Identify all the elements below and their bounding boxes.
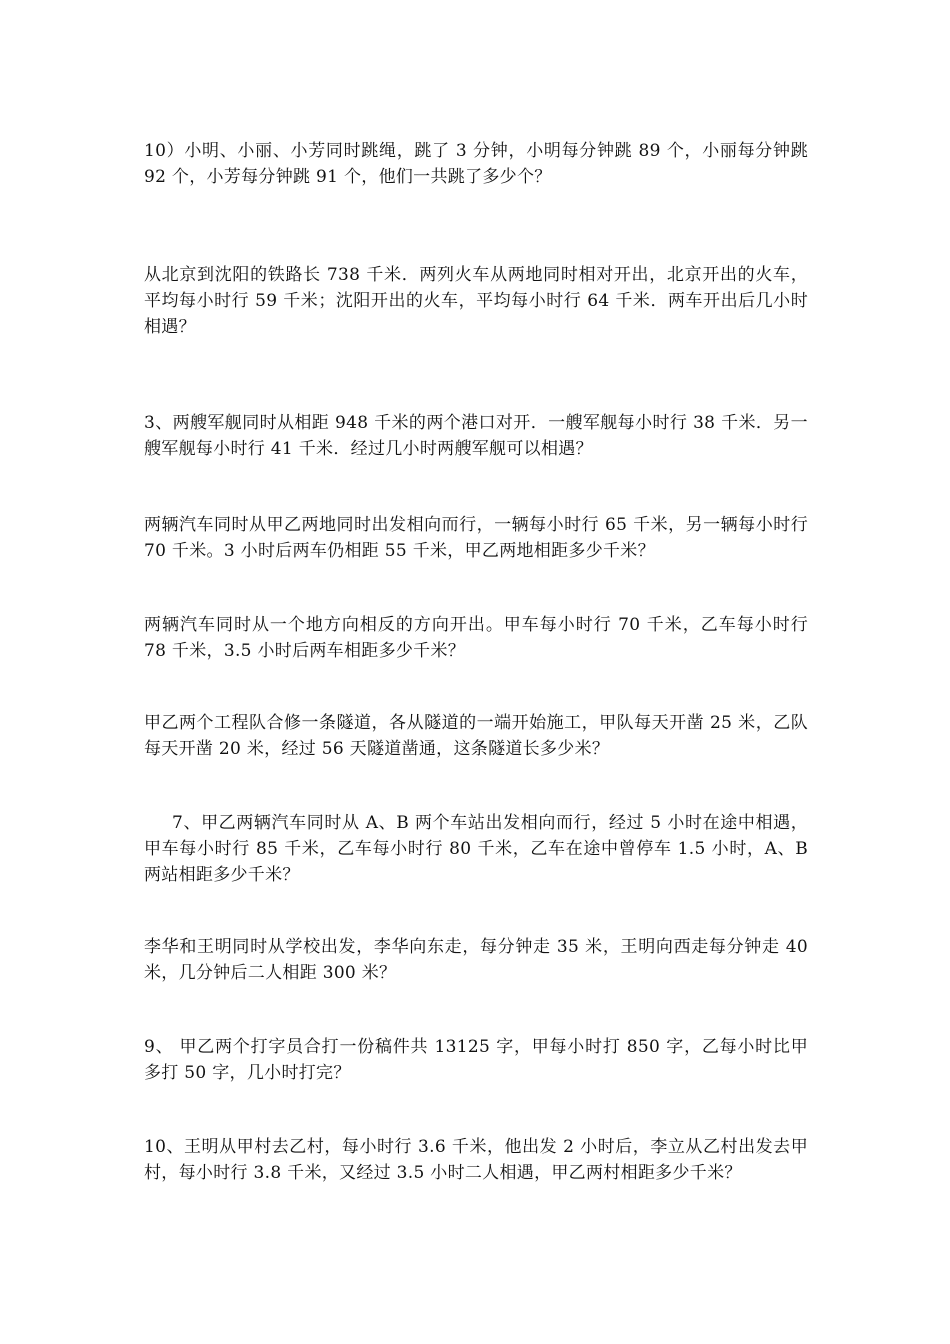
problem-two-cars-towards: 两辆汽车同时从甲乙两地同时出发相向而行，一辆每小时行 65 千米，另一辆每小时行 70 千米。3 小时后两车仍相距 55 千米，甲乙两地相距多少千米？: [144, 515, 808, 561]
problem-tunnel: 甲乙两个工程队合修一条隧道，各从隧道的一端开始施工，甲队每天开凿 25 米，乙队每天开凿 20 米，经过 56 天隧道凿通，这条隧道长多少米？: [144, 713, 808, 759]
problem-warships: 3、两艘军舰同时从相距 948 千米的两个港口对开．一艘军舰每小时行 38 千米．另一艘军舰每小时行 41 千米．经过几小时两艘军舰可以相遇？: [144, 413, 808, 459]
problem-two-stations: 7、甲乙两辆汽车同时从 A、B 两个车站出发相向而行，经过 5 小时在途中相遇，甲车每小时行 85 千米，乙车每小时行 80 千米，乙车在途中曾停车 1.5 小时，A、B 两站相距多少千米？: [144, 813, 808, 885]
problem-typists: 9、 甲乙两个打字员合打一份稿件共 13125 字，甲每小时打 850 字，乙每小时比甲多打 50 字，几小时打完？: [144, 1037, 808, 1083]
problem-villages: 10、王明从甲村去乙村，每小时行 3.6 千米，他出发 2 小时后，李立从乙村出发去甲村，每小时行 3.8 千米，又经过 3.5 小时二人相遇，甲乙两村相距多少千米？: [144, 1137, 808, 1183]
problem-walkers: 李华和王明同时从学校出发，李华向东走，每分钟走 35 米，王明向西走每分钟走 40 米，几分钟后二人相距 300 米？: [144, 937, 808, 983]
problem-two-cars-opposite: 两辆汽车同时从一个地方向相反的方向开出。甲车每小时行 70 千米，乙车每小时行 78 千米，3.5 小时后两车相距多少千米？: [144, 615, 808, 661]
problem-beijing-shenyang-trains: 从北京到沈阳的铁路长 738 千米．两列火车从两地同时相对开出，北京开出的火车，平均每小时行 59 千米；沈阳开出的火车，平均每小时行 64 千米．两车开出后几小时相遇？: [144, 265, 808, 337]
problem-jump-rope: 10）小明、小丽、小芳同时跳绳，跳了 3 分钟，小明每分钟跳 89 个，小丽每分钟跳 92 个，小芳每分钟跳 91 个，他们一共跳了多少个？: [144, 141, 808, 187]
